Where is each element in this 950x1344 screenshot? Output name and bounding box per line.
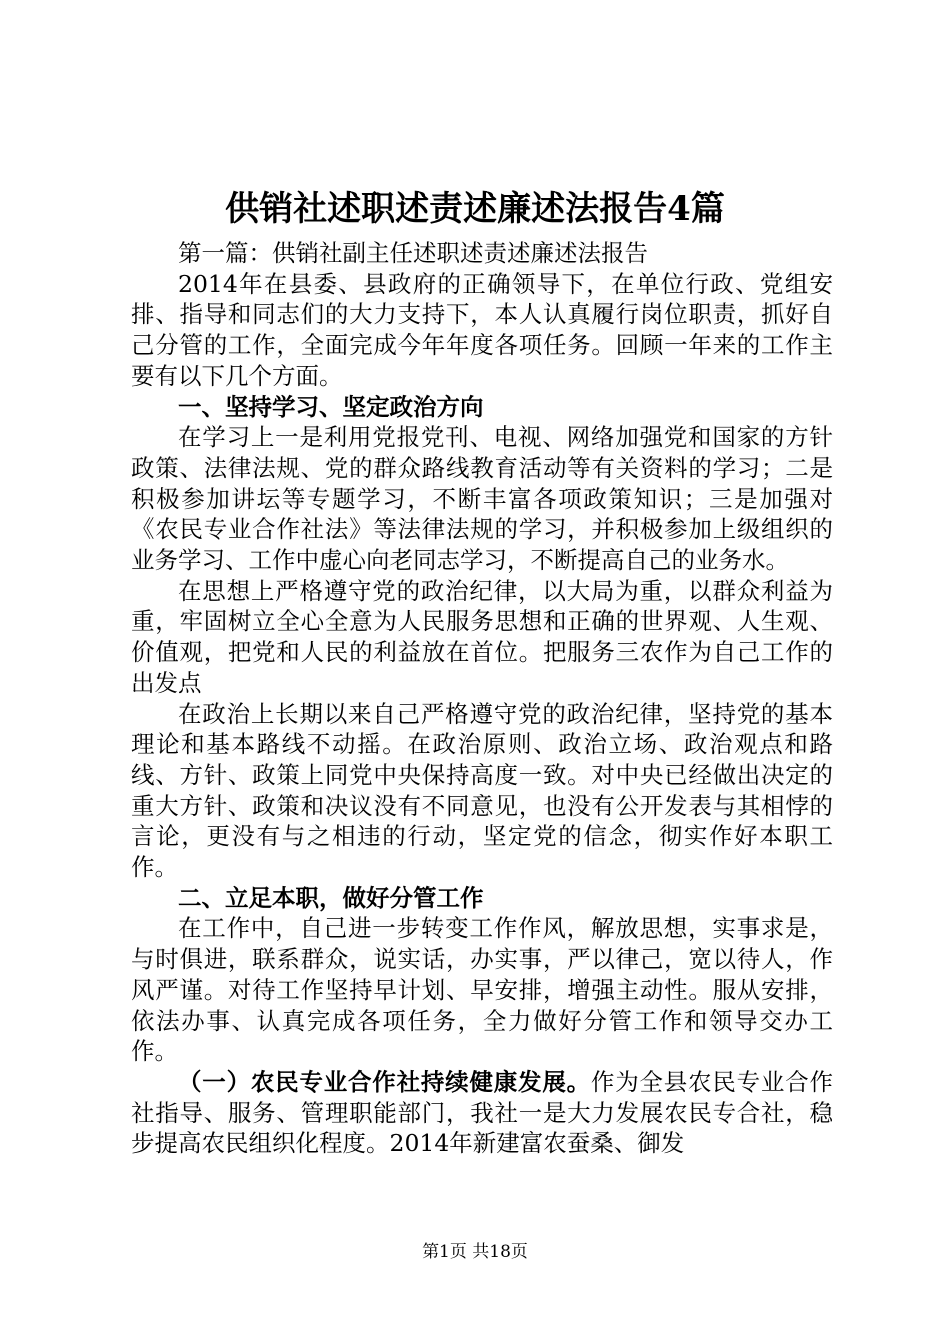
section-heading-1: 一、坚持学习、坚定政治方向 (178, 392, 484, 421)
paragraph-politics: 在政治上长期以来自己严格遵守党的政治纪律，坚持党的基本理论和基本路线不动摇。在政治原则、政治立场、政治观点和路线、方针、政策上同党中央保持高度一致。对中央已经做出决定的重大方针、政策和决议没有不同意见，也没有公开发表与其相悖的言论，更没有与之相违的行动，坚定党的信念，彻实作好本职工作。 (131, 699, 833, 882)
paragraph-cooperatives-text: 作为全县农民专业合作社指导、服务、管理职能部门，我社一是大力发展农民专合社，稳步提高农民组织化程度。2014年新建富农蚕桑、御发 (131, 1067, 834, 1158)
page-number: 第1页 共18页 (422, 1242, 528, 1262)
section-heading-first-article: 第一篇：供销社副主任述职述责述廉述法报告 (178, 239, 648, 267)
paragraph-work: 在工作中，自己进一步转变工作作风，解放思想，实事求是，与时俱进，联系群众，说实话，办实事，严以律己，宽以待人，作风严谨。对待工作坚持早计划、早安排，增强主动性。服从安排，依法办事、认真完成各项任务，全力做好分管工作和领导交办工作。 (131, 914, 833, 1066)
paragraph-thought: 在思想上严格遵守党的政治纪律，以大局为重，以群众利益为重，牢固树立全心全意为人民服务思想和正确的世界观、人生观、价值观，把党和人民的利益放在首位。把服务三农作为自己工作的出发点 (131, 576, 833, 697)
paragraph-study: 在学习上一是利用党报党刊、电视、网络加强党和国家的方针政策、法律法规、党的群众路线教育活动等有关资料的学习；二是积极参加讲坛等专题学习，不断丰富各项政策知识；三是加强对《农民专业合作社法》等法律法规的学习，并积极参加上级组织的业务学习、工作中虚心向老同志学习，不断提高自己的业务水。 (131, 423, 833, 575)
paragraph-intro: 2014年在县委、县政府的正确领导下，在单位行政、党组安排、指导和同志们的大力支持下，本人认真履行岗位职责，抓好自己分管的工作，全面完成今年年度各项任务。回顾一年来的工作主要有以下几个方面。 (131, 269, 833, 390)
document-body (131, 238, 833, 1159)
document-title: 供销社述职述责述廉述法报告4篇 (225, 189, 725, 229)
section-heading-2: 二、立足本职，做好分管工作 (178, 883, 484, 912)
subsection-lead: （一）农民专业合作社持续健康发展。 (178, 1067, 591, 1096)
paragraph-cooperatives (131, 1067, 833, 1159)
